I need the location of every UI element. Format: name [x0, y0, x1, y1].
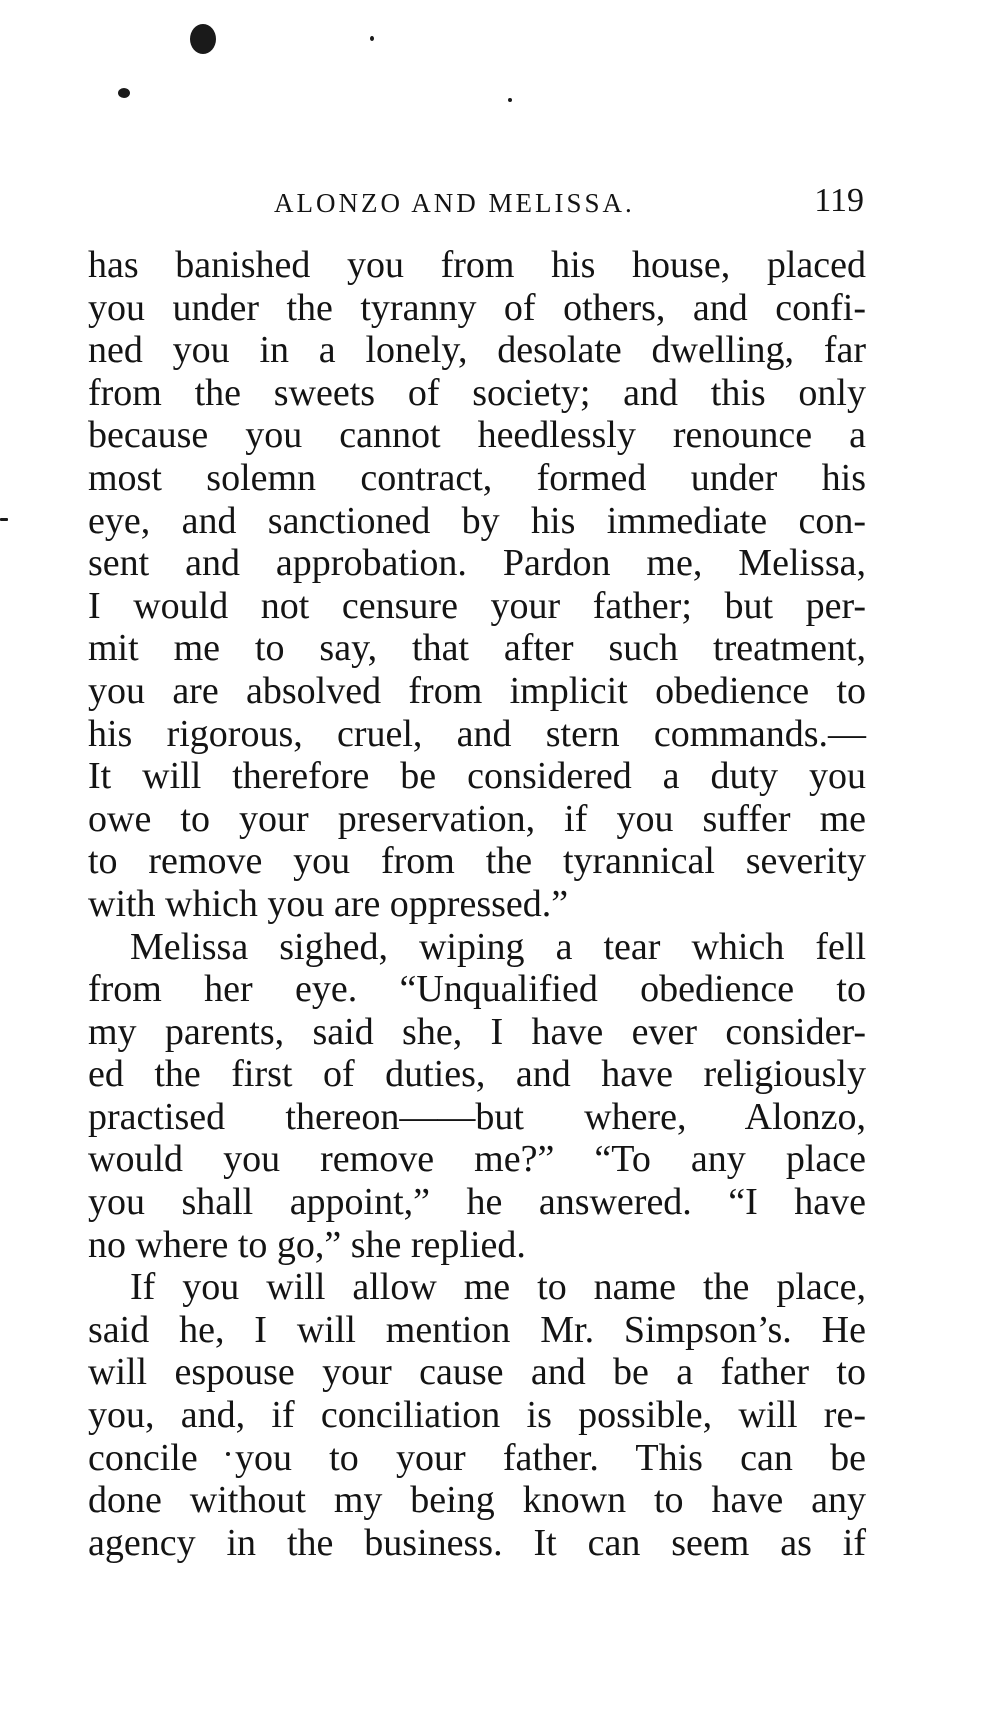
- text-line: sent and approbation. Pardon me, Melissa,: [88, 542, 866, 585]
- text-line: you under the tyranny of others, and confi-: [88, 286, 866, 329]
- text-line: ed the first of duties, and have religiously: [88, 1053, 866, 1096]
- body-text: [88, 244, 866, 1564]
- text-line: with which you are oppressed.”: [88, 882, 569, 925]
- text-line: you are absolved from implicit obedience to: [88, 669, 866, 712]
- text-line: If you will allow me to name the place,: [130, 1266, 866, 1309]
- text-line: to remove you from the tyrannical severity: [88, 840, 866, 883]
- text-line: you, and, if conciliation is possible, will re-: [88, 1394, 866, 1437]
- text-line: mit me to say, that after such treatment,: [88, 627, 866, 670]
- running-title: ALONZO AND MELISSA.: [274, 188, 635, 218]
- text-line: my parents, said she, I have ever consider-: [88, 1010, 866, 1053]
- text-line: eye, and sanctioned by his immediate con-: [88, 499, 866, 542]
- page-number: 119: [814, 182, 864, 219]
- text-line: agency in the business. It can seem as if: [88, 1521, 866, 1564]
- text-line: done without my being known to have any: [88, 1479, 866, 1522]
- text-line: you shall appoint,” he answered. “I have: [88, 1181, 866, 1224]
- text-line: has banished you from his house, placed: [88, 244, 866, 286]
- ink-speck: [508, 98, 512, 102]
- text-line: from her eye. “Unqualified obedience to: [88, 968, 866, 1011]
- text-line: from the sweets of society; and this only: [88, 371, 866, 414]
- text-line: because you cannot heedlessly renounce a: [88, 414, 866, 457]
- text-line: ned you in a lonely, desolate dwelling, far: [88, 329, 866, 372]
- page-header: [88, 178, 866, 228]
- text-line: his rigorous, cruel, and stern commands.—: [88, 712, 866, 755]
- text-line: most solemn contract, formed under his: [88, 456, 866, 499]
- text-line: Melissa sighed, wiping a tear which fell: [130, 925, 866, 968]
- text-line: owe to your preservation, if you suffer me: [88, 797, 866, 840]
- ink-speck: [118, 88, 130, 98]
- text-line: will espouse your cause and be a father to: [88, 1351, 866, 1394]
- text-line: said he, I will mention Mr. Simpson’s. He: [88, 1308, 866, 1351]
- text-line: would you remove me?” “To any place: [88, 1138, 866, 1181]
- paragraph-3: [88, 1266, 866, 1564]
- ink-speck: [370, 36, 374, 41]
- ink-blot-ornament: [190, 24, 216, 54]
- text-line: It will therefore be considered a duty you: [88, 755, 866, 798]
- text-line: concile you to your father. This can be: [88, 1436, 866, 1479]
- text-line: I would not censure your father; but per-: [88, 584, 866, 627]
- text-line: practised thereon——but where, Alonzo,: [88, 1095, 866, 1138]
- paragraph-2: [88, 926, 866, 1267]
- ink-speck: [0, 518, 8, 521]
- paragraph-1: [88, 244, 866, 926]
- text-line: no where to go,” she replied.: [88, 1223, 526, 1266]
